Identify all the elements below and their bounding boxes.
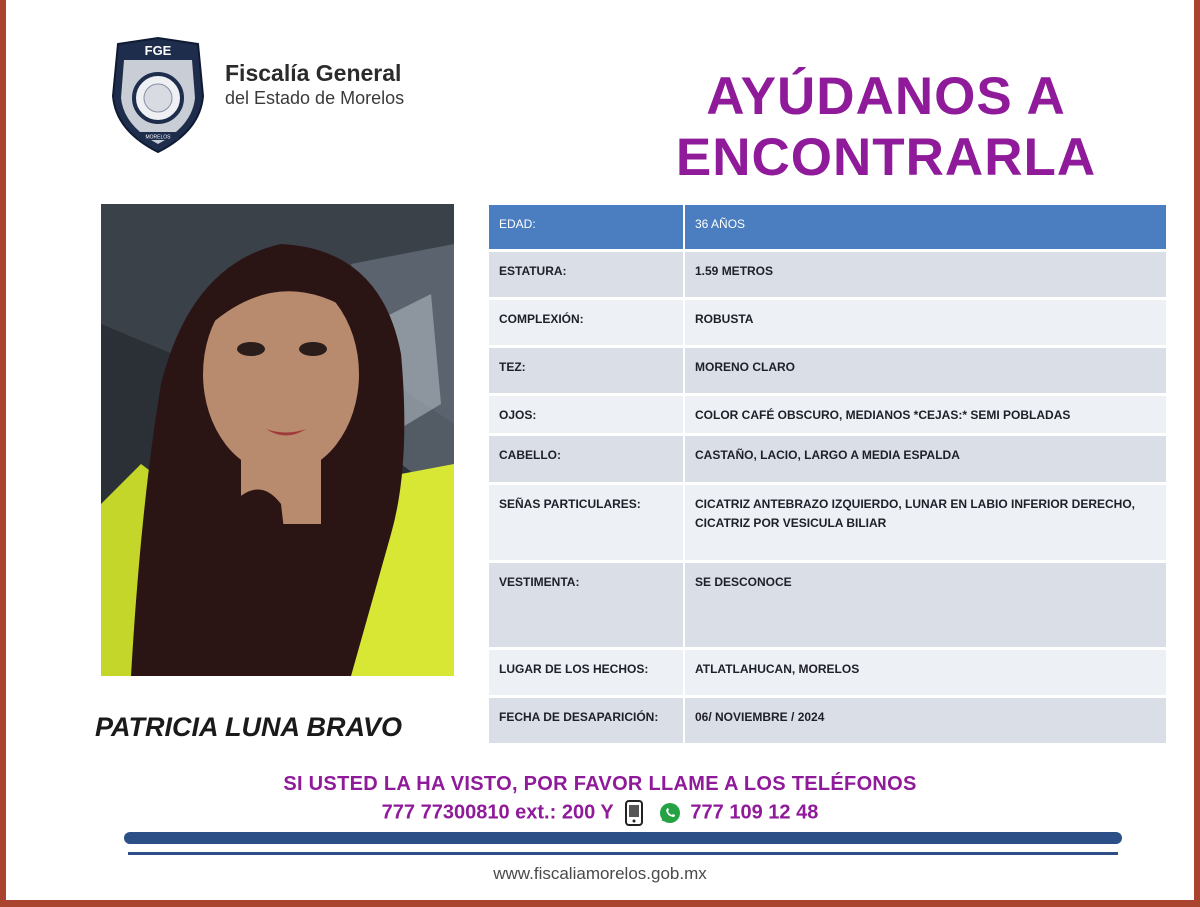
row-value: CICATRIZ ANTEBRAZO IZQUIERDO, LUNAR EN LABIO INFERIOR DERECHO, CICATRIZ POR VESICULA BILIAR xyxy=(685,485,1166,560)
table-row xyxy=(489,300,1166,345)
table-row xyxy=(489,650,1166,695)
row-label: SEÑAS PARTICULARES: xyxy=(489,485,683,560)
row-value: 06/ NOVIEMBRE / 2024 xyxy=(685,698,1166,743)
headline xyxy=(566,66,1200,188)
person-photo xyxy=(101,204,454,676)
phone-number-1: 777 77300810 ext.: 200 Y xyxy=(381,801,614,824)
whatsapp-icon xyxy=(659,802,681,824)
row-label: EDAD: xyxy=(489,205,683,249)
table-row xyxy=(489,348,1166,393)
table-row xyxy=(489,396,1166,433)
table-row xyxy=(489,698,1166,743)
svg-text:MORELOS: MORELOS xyxy=(145,134,171,141)
headline-line-2: ENCONTRARLA xyxy=(675,128,1097,187)
headline-line-1: AYÚDANOS A xyxy=(706,67,1066,126)
svg-text:FGE: FGE xyxy=(144,43,172,58)
row-label: CABELLO: xyxy=(489,436,683,482)
table-row xyxy=(489,252,1166,297)
table-row xyxy=(489,436,1166,482)
police-badge-icon xyxy=(108,36,208,154)
row-value: COLOR CAFÉ OBSCURO, MEDIANOS *CEJAS:* SEMI POBLADAS xyxy=(685,396,1166,433)
row-label: OJOS: xyxy=(489,396,683,433)
table-row xyxy=(489,205,1166,249)
phone-numbers xyxy=(6,800,1194,826)
organization-subtitle: del Estado de Morelos xyxy=(225,88,405,108)
phone-number-2: 777 109 12 48 xyxy=(690,801,819,824)
row-value: ATLATLAHUCAN, MORELOS xyxy=(685,650,1166,695)
details-table xyxy=(489,205,1166,746)
footer-divider-thin xyxy=(128,852,1118,855)
table-row xyxy=(489,563,1166,647)
row-value: SE DESCONOCE xyxy=(685,563,1166,647)
row-label: ESTATURA: xyxy=(489,252,683,297)
footer-divider-thick xyxy=(124,832,1122,844)
row-value: MORENO CLARO xyxy=(685,348,1166,393)
call-to-action: SI USTED LA HA VISTO, POR FAVOR LLAME A LOS TELÉFONOS xyxy=(283,773,917,795)
row-label: TEZ: xyxy=(489,348,683,393)
row-value: ROBUSTA xyxy=(685,300,1166,345)
table-row xyxy=(489,485,1166,560)
row-value: CASTAÑO, LACIO, LARGO A MEDIA ESPALDA xyxy=(685,436,1166,482)
row-label: COMPLEXIÓN: xyxy=(489,300,683,345)
row-value: 36 AÑOS xyxy=(685,205,1166,249)
missing-person-poster xyxy=(6,0,1194,900)
row-label: FECHA DE DESAPARICIÓN: xyxy=(489,698,683,743)
website-url: www.fiscaliamorelos.gob.mx xyxy=(493,864,707,883)
row-label: LUGAR DE LOS HECHOS: xyxy=(489,650,683,695)
mobile-phone-icon xyxy=(623,800,645,826)
row-label: VESTIMENTA: xyxy=(489,563,683,647)
organization-name: Fiscalía General xyxy=(225,60,402,86)
person-name: PATRICIA LUNA BRAVO xyxy=(95,712,402,742)
row-value: 1.59 METROS xyxy=(685,252,1166,297)
